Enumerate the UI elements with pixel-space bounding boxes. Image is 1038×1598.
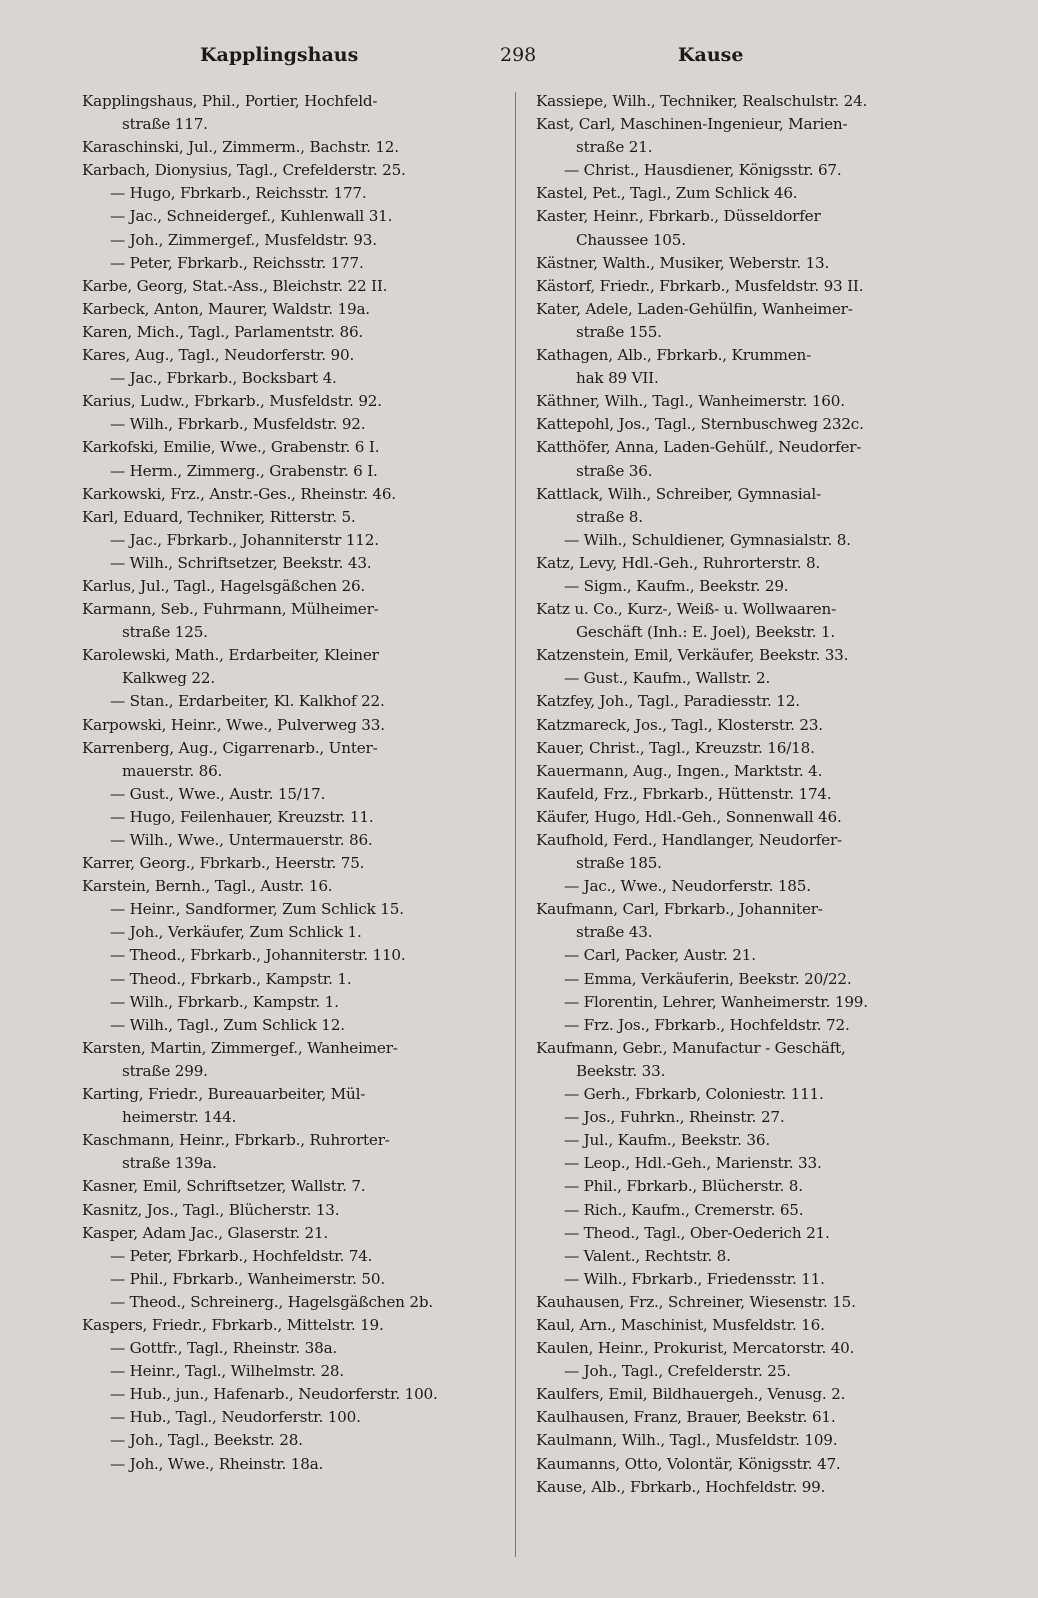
directory-entry-line: Kater, Adele, Laden-Gehülfin, Wanheimer- bbox=[536, 299, 853, 318]
directory-entry-line: Kaschmann, Heinr., Fbrkarb., Ruhrorter- bbox=[82, 1131, 390, 1150]
directory-entry-line: Kaulfers, Emil, Bildhauergeh., Venusg. 2. bbox=[536, 1385, 846, 1404]
directory-entry-line: Kastel, Pet., Tagl., Zum Schlick 46. bbox=[536, 184, 798, 203]
directory-entry-line: Katz, Levy, Hdl.-Geh., Ruhrorterstr. 8. bbox=[536, 553, 821, 572]
left-column bbox=[82, 90, 522, 1476]
entry-continuation-line: hak 89 VII. bbox=[576, 369, 659, 388]
directory-entry-line: Katzfey, Joh., Tagl., Paradiesstr. 12. bbox=[536, 692, 800, 711]
directory-entry-line: Karmann, Seb., Fuhrmann, Mülheimer- bbox=[82, 600, 379, 619]
entry-continuation-line: Beekstr. 33. bbox=[576, 1061, 666, 1080]
directory-entry-line: Kathagen, Alb., Fbrkarb., Krummen- bbox=[536, 346, 812, 365]
directory-entry-line: Kassiepe, Wilh., Techniker, Realschulstr. 24. bbox=[536, 92, 868, 110]
directory-entry-line: Karrenberg, Aug., Cigarrenarb., Unter- bbox=[82, 738, 378, 757]
directory-entry-line: — Gerh., Fbrkarb, Coloniestr. 111. bbox=[564, 1085, 824, 1104]
directory-entry-line: Kauhausen, Frz., Schreiner, Wiesenstr. 15. bbox=[536, 1292, 856, 1311]
directory-entry-line: Karolewski, Math., Erdarbeiter, Kleiner bbox=[82, 646, 379, 665]
directory-entry-line: — Jos., Fuhrkn., Rheinstr. 27. bbox=[564, 1108, 785, 1127]
directory-entry-line: Karrer, Georg., Fbrkarb., Heerstr. 75. bbox=[82, 854, 365, 873]
directory-entry-line: — Phil., Fbrkarb., Wanheimerstr. 50. bbox=[110, 1269, 385, 1288]
directory-entry-line: Katthöfer, Anna, Laden-Gehülf., Neudorfer- bbox=[536, 438, 862, 457]
directory-entry-line: — Theod., Schreinerg., Hagelsgäßchen 2b. bbox=[110, 1292, 433, 1311]
running-header bbox=[80, 44, 980, 74]
entry-continuation-line: straße 299. bbox=[122, 1061, 208, 1080]
directory-entry-line: Kaulen, Heinr., Prokurist, Mercatorstr. 40. bbox=[536, 1339, 855, 1358]
directory-entry-line: Kästorf, Friedr., Fbrkarb., Musfeldstr. 93 II. bbox=[536, 276, 864, 295]
directory-entry-line: — Hugo, Fbrkarb., Reichsstr. 177. bbox=[110, 184, 367, 203]
directory-entry-line: — Frz. Jos., Fbrkarb., Hochfeldstr. 72. bbox=[564, 1015, 850, 1034]
column-divider bbox=[515, 92, 516, 1557]
directory-entry-line: Kaster, Heinr., Fbrkarb., Düsseldorfer bbox=[536, 207, 821, 226]
entry-continuation-line: Geschäft (Inh.: E. Joel), Beekstr. 1. bbox=[576, 623, 836, 642]
directory-entry-line: Karstein, Bernh., Tagl., Austr. 16. bbox=[82, 877, 333, 896]
directory-entry-line: Kattlack, Wilh., Schreiber, Gymnasial- bbox=[536, 484, 822, 503]
directory-entry-line: — Phil., Fbrkarb., Blücherstr. 8. bbox=[564, 1177, 803, 1196]
directory-entry-line: Kauermann, Aug., Ingen., Marktstr. 4. bbox=[536, 761, 823, 780]
directory-entry-line: Karbe, Georg, Stat.-Ass., Bleichstr. 22 II. bbox=[82, 276, 388, 295]
directory-entry-line: — Wilh., Schriftsetzer, Beekstr. 43. bbox=[110, 553, 372, 572]
directory-entry-line: Karlus, Jul., Tagl., Hagelsgäßchen 26. bbox=[82, 576, 366, 595]
directory-entry-line: Katzenstein, Emil, Verkäufer, Beekstr. 33. bbox=[536, 646, 849, 665]
directory-entry-line: — Carl, Packer, Austr. 21. bbox=[564, 946, 756, 965]
directory-entry-line: Kaumanns, Otto, Volontär, Königsstr. 47. bbox=[536, 1454, 841, 1473]
directory-entry-line: Karkofski, Emilie, Wwe., Grabenstr. 6 I. bbox=[82, 438, 380, 457]
directory-entry-line: — Valent., Rechtstr. 8. bbox=[564, 1246, 731, 1265]
directory-entry-line: — Hugo, Feilenhauer, Kreuzstr. 11. bbox=[110, 807, 374, 826]
directory-entry-line: Kasnitz, Jos., Tagl., Blücherstr. 13. bbox=[82, 1200, 340, 1219]
directory-entry-line: Kares, Aug., Tagl., Neudorferstr. 90. bbox=[82, 346, 355, 365]
directory-entry-line: Kaufhold, Ferd., Handlanger, Neudorfer- bbox=[536, 831, 842, 849]
directory-entry-line: — Sigm., Kaufm., Beekstr. 29. bbox=[564, 576, 789, 595]
directory-entry-line: Kast, Carl, Maschinen-Ingenieur, Marien- bbox=[536, 115, 848, 134]
entry-continuation-line: Chaussee 105. bbox=[576, 230, 686, 249]
directory-entry-line: Kaspers, Friedr., Fbrkarb., Mittelstr. 19. bbox=[82, 1315, 384, 1334]
directory-entry-line: Kaufeld, Frz., Fbrkarb., Hüttenstr. 174. bbox=[536, 784, 832, 803]
entry-continuation-line: heimerstr. 144. bbox=[122, 1108, 237, 1127]
directory-entry-line: Käufer, Hugo, Hdl.-Geh., Sonnenwall 46. bbox=[536, 807, 842, 826]
directory-entry-line: Karbach, Dionysius, Tagl., Crefelderstr. 25. bbox=[82, 161, 406, 180]
directory-entry-line: — Rich., Kaufm., Cremerstr. 65. bbox=[564, 1200, 804, 1219]
directory-entry-line: Karen, Mich., Tagl., Parlamentstr. 86. bbox=[82, 322, 364, 341]
directory-entry-line: Karting, Friedr., Bureauarbeiter, Mül- bbox=[82, 1085, 366, 1104]
directory-entry-line: — Theod., Tagl., Ober-Oederich 21. bbox=[564, 1223, 830, 1242]
directory-entry-line: — Jac., Schneidergef., Kuhlenwall 31. bbox=[110, 207, 393, 226]
directory-entry-line: Kästner, Walth., Musiker, Weberstr. 13. bbox=[536, 253, 830, 272]
entry-continuation-line: straße 8. bbox=[576, 507, 643, 526]
entry-continuation-line: straße 125. bbox=[122, 623, 208, 642]
entry-continuation-line: mauerstr. 86. bbox=[122, 761, 223, 780]
directory-entry-line: Karkowski, Frz., Anstr.-Ges., Rheinstr. 46. bbox=[82, 484, 396, 503]
directory-entry-line: Kaul, Arn., Maschinist, Musfeldstr. 16. bbox=[536, 1315, 825, 1334]
page-number: 298 bbox=[500, 44, 537, 66]
directory-entry-line: — Jac., Wwe., Neudorferstr. 185. bbox=[564, 877, 811, 896]
entry-continuation-line: straße 185. bbox=[576, 854, 662, 873]
directory-entry-line: — Gust., Kaufm., Wallstr. 2. bbox=[564, 669, 771, 688]
directory-entry-line: — Peter, Fbrkarb., Reichsstr. 177. bbox=[110, 253, 364, 272]
directory-entry-line: — Wilh., Tagl., Zum Schlick 12. bbox=[110, 1015, 345, 1034]
directory-entry-line: Kasper, Adam Jac., Glaserstr. 21. bbox=[82, 1223, 329, 1242]
directory-entry-line: — Jac., Fbrkarb., Johanniterstr 112. bbox=[110, 530, 379, 549]
entry-continuation-line: straße 139a. bbox=[122, 1154, 217, 1173]
header-left-keyword: Kapplingshaus bbox=[200, 44, 359, 66]
directory-entry-line: — Theod., Fbrkarb., Kampstr. 1. bbox=[110, 969, 352, 988]
directory-entry-line: — Jul., Kaufm., Beekstr. 36. bbox=[564, 1131, 770, 1150]
directory-entry-line: — Jac., Fbrkarb., Bocksbart 4. bbox=[110, 369, 337, 388]
directory-entry-line: — Wilh., Wwe., Untermauerstr. 86. bbox=[110, 831, 373, 849]
directory-entry-line: Kauer, Christ., Tagl., Kreuzstr. 16/18. bbox=[536, 738, 815, 757]
directory-entry-line: Kaufmann, Gebr., Manufactur - Geschäft, bbox=[536, 1038, 846, 1057]
directory-entry-line: — Gottfr., Tagl., Rheinstr. 38a. bbox=[110, 1339, 338, 1358]
directory-entry-line: — Wilh., Fbrkarb., Friedensstr. 11. bbox=[564, 1269, 825, 1288]
directory-entry-line: — Heinr., Tagl., Wilhelmstr. 28. bbox=[110, 1362, 345, 1381]
right-column bbox=[536, 90, 986, 1499]
directory-entry-line: — Joh., Wwe., Rheinstr. 18a. bbox=[110, 1454, 324, 1473]
entry-continuation-line: straße 43. bbox=[576, 923, 653, 942]
directory-entry-line: — Hub., Tagl., Neudorferstr. 100. bbox=[110, 1408, 361, 1427]
directory-entry-line: Kaulmann, Wilh., Tagl., Musfeldstr. 109. bbox=[536, 1431, 838, 1450]
directory-entry-line: — Wilh., Schuldiener, Gymnasialstr. 8. bbox=[564, 530, 851, 549]
directory-entry-line: — Christ., Hausdiener, Königsstr. 67. bbox=[564, 161, 842, 180]
directory-entry-line: Kaufmann, Carl, Fbrkarb., Johanniter- bbox=[536, 900, 823, 919]
directory-entry-line: — Wilh., Fbrkarb., Musfeldstr. 92. bbox=[110, 415, 366, 434]
directory-entry-line: — Florentin, Lehrer, Wanheimerstr. 199. bbox=[564, 992, 868, 1011]
directory-entry-line: — Joh., Tagl., Crefelderstr. 25. bbox=[564, 1362, 791, 1381]
directory-entry-line: Kause, Alb., Fbrkarb., Hochfeldstr. 99. bbox=[536, 1477, 826, 1496]
directory-entry-line: — Stan., Erdarbeiter, Kl. Kalkhof 22. bbox=[110, 692, 385, 711]
header-right-keyword: Kause bbox=[678, 44, 744, 66]
entry-continuation-line: straße 21. bbox=[576, 138, 653, 157]
directory-entry-line: Karl, Eduard, Techniker, Ritterstr. 5. bbox=[82, 507, 356, 526]
directory-entry-line: Kasner, Emil, Schriftsetzer, Wallstr. 7. bbox=[82, 1177, 366, 1196]
directory-entry-line: Kattepohl, Jos., Tagl., Sternbuschweg 232c. bbox=[536, 415, 864, 434]
directory-entry-line: — Leop., Hdl.-Geh., Marienstr. 33. bbox=[564, 1154, 822, 1173]
directory-entry-line: — Hub., jun., Hafenarb., Neudorferstr. 100. bbox=[110, 1385, 438, 1404]
entry-continuation-line: Kalkweg 22. bbox=[122, 669, 215, 688]
directory-entry-line: Kaulhausen, Franz, Brauer, Beekstr. 61. bbox=[536, 1408, 836, 1427]
directory-entry-line: Katzmareck, Jos., Tagl., Klosterstr. 23. bbox=[536, 715, 823, 734]
directory-entry-line: Katz u. Co., Kurz-, Weiß- u. Wollwaaren- bbox=[536, 600, 837, 619]
entry-continuation-line: straße 36. bbox=[576, 461, 653, 480]
directory-entry-line: Karsten, Martin, Zimmergef., Wanheimer- bbox=[82, 1038, 398, 1057]
directory-entry-line: — Peter, Fbrkarb., Hochfeldstr. 74. bbox=[110, 1246, 373, 1265]
directory-entry-line: Karius, Ludw., Fbrkarb., Musfeldstr. 92. bbox=[82, 392, 382, 411]
entry-continuation-line: straße 155. bbox=[576, 322, 662, 341]
directory-entry-line: — Heinr., Sandformer, Zum Schlick 15. bbox=[110, 900, 404, 919]
entry-continuation-line: straße 117. bbox=[122, 115, 208, 134]
directory-entry-line: — Emma, Verkäuferin, Beekstr. 20/22. bbox=[564, 969, 852, 988]
directory-entry-line: — Wilh., Fbrkarb., Kampstr. 1. bbox=[110, 992, 339, 1011]
directory-entry-line: Käthner, Wilh., Tagl., Wanheimerstr. 160. bbox=[536, 392, 845, 411]
directory-entry-line: — Gust., Wwe., Austr. 15/17. bbox=[110, 784, 326, 803]
directory-entry-line: — Theod., Fbrkarb., Johanniterstr. 110. bbox=[110, 946, 406, 965]
directory-entry-line: Karpowski, Heinr., Wwe., Pulverweg 33. bbox=[82, 715, 385, 734]
directory-entry-line: Kapplingshaus, Phil., Portier, Hochfeld- bbox=[82, 92, 378, 110]
directory-entry-line: — Joh., Verkäufer, Zum Schlick 1. bbox=[110, 923, 362, 942]
directory-entry-line: Karaschinski, Jul., Zimmerm., Bachstr. 12. bbox=[82, 138, 399, 157]
directory-entry-line: Karbeck, Anton, Maurer, Waldstr. 19a. bbox=[82, 299, 370, 318]
directory-entry-line: — Joh., Tagl., Beekstr. 28. bbox=[110, 1431, 303, 1450]
directory-entry-line: — Joh., Zimmergef., Musfeldstr. 93. bbox=[110, 230, 377, 249]
directory-entry-line: — Herm., Zimmerg., Grabenstr. 6 I. bbox=[110, 461, 378, 480]
